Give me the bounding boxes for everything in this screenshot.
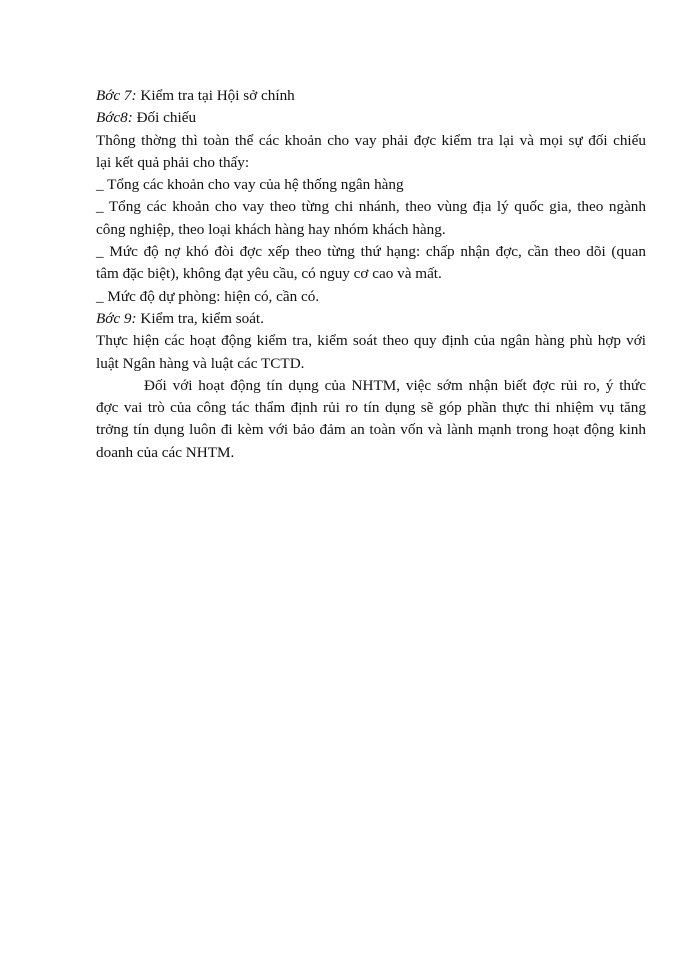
paragraph-3-line-3: trởng tín dụng luôn đi kèm với bảo đảm an toàn vốn và lành mạnh trong hoạt động kinh <box>96 421 646 439</box>
step-8-label: Bớc8: <box>96 109 133 127</box>
document-body <box>96 85 646 464</box>
step-9-label: Bớc 9: <box>96 309 137 327</box>
paragraph-3-line-2: đợc vai trò của công tác thẩm định rủi ro tín dụng sẽ góp phần thực thi nhiệm vụ tăng <box>96 399 646 417</box>
bullet-2-line-2: công nghiệp, theo loại khách hàng hay nhóm khách hàng. <box>96 220 446 238</box>
paragraph-3-line-4: doanh của các NHTM. <box>96 443 235 461</box>
step-9-title: Kiểm tra, kiểm soát. <box>136 309 264 327</box>
bullet-3-line-2: tâm đặc biệt), không đạt yêu cầu, có nguy cơ cao và mất. <box>96 265 442 283</box>
step-7-heading <box>96 85 646 107</box>
step-8-heading <box>96 107 646 129</box>
bullet-2-line-1: _ Tổng các khoản cho vay theo từng chi nhánh, theo vùng địa lý quốc gia, theo ngành <box>96 198 646 216</box>
paragraph-1-line-2: lại kết quả phải cho thấy: <box>96 153 250 171</box>
paragraph-1-line-1: Thông thờng thì toàn thể các khoản cho vay phải đợc kiểm tra lại và mọi sự đối chiếu <box>96 131 646 149</box>
paragraph-3-line-1: Đối với hoạt động tín dụng của NHTM, việc sớm nhận biết đợc rủi ro, ý thức <box>144 376 646 394</box>
step-7-title: Kiểm tra tại Hội sở chính <box>136 87 295 104</box>
bullet-4: _ Mức độ dự phòng: hiện có, cần có. <box>96 287 320 305</box>
step-7-label: Bớc 7: <box>96 87 137 104</box>
paragraph-2-line-2: luật Ngân hàng và luật các TCTD. <box>96 354 305 372</box>
paragraph-2-line-1: Thực hiện các hoạt động kiểm tra, kiểm soát theo quy định của ngân hàng phù hợp với <box>96 332 646 350</box>
bullet-1: _ Tổng các khoản cho vay của hệ thống ngân hàng <box>96 176 404 194</box>
bullet-3-line-1: _ Mức độ nợ khó đòi đợc xếp theo từng thứ hạng: chấp nhận đợc, cần theo dõi (quan <box>96 243 646 261</box>
step-8-title: Đối chiếu <box>132 109 197 127</box>
step-9-heading <box>96 308 646 330</box>
